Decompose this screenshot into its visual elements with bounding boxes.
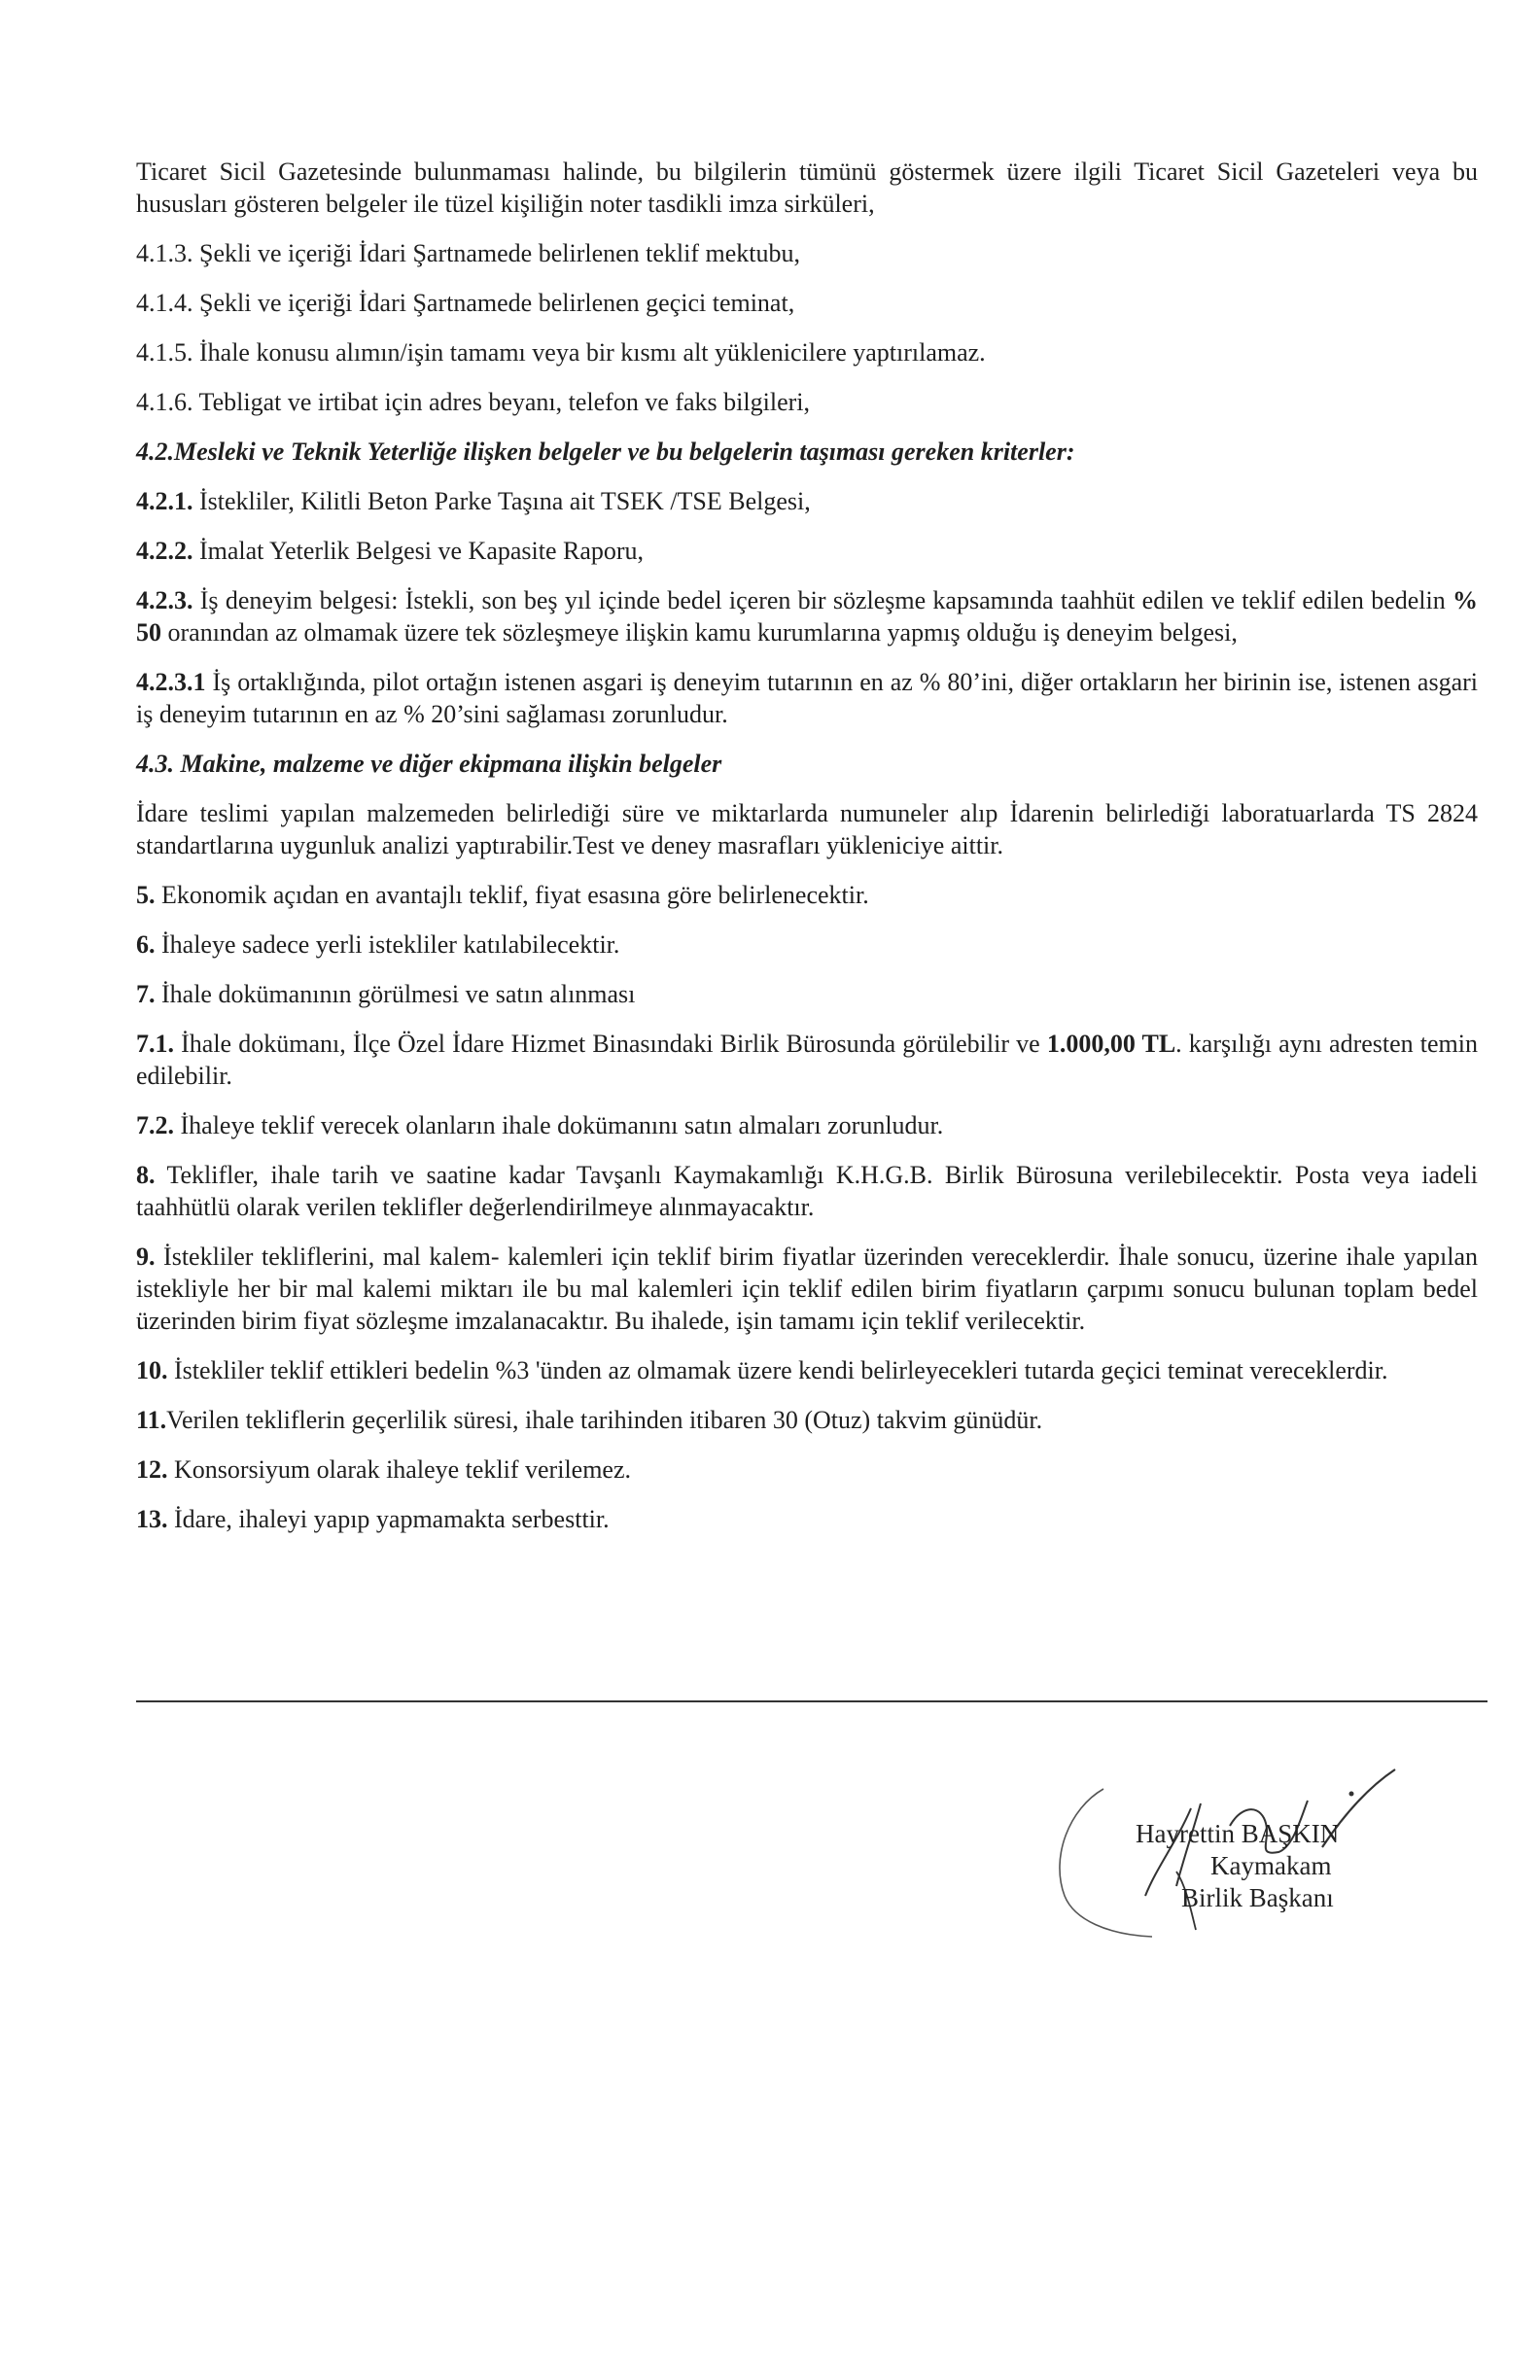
signatory-organization: Birlik Başkanı xyxy=(1181,1883,1334,1912)
item-text: İmalat Yeterlik Belgesi ve Kapasite Raporu, xyxy=(192,537,645,565)
item-text: İhale dokümanı, İlçe Özel İdare Hizmet Binasındaki Birlik Bürosunda görülebilir ve xyxy=(174,1030,1047,1058)
signature-block xyxy=(1031,1750,1478,2003)
item-4-1-4 xyxy=(136,287,1478,319)
item-7 xyxy=(136,978,1478,1010)
item-text: Ekonomik açıdan en avantajlı teklif, fiyat esasına göre belirlenecektir. xyxy=(155,881,869,909)
item-number: 9. xyxy=(136,1242,156,1271)
signatory-name: Hayrettin BAŞKIN xyxy=(1136,1819,1340,1848)
item-text: Konsorsiyum olarak ihaleye teklif verilemez. xyxy=(167,1455,632,1484)
item-number: 4.1.4. xyxy=(136,289,193,317)
item-number: 4.2.1. xyxy=(136,487,193,515)
item-number: 4.1.3. xyxy=(136,239,193,267)
item-4-2-2 xyxy=(136,535,1478,567)
item-4-1-6 xyxy=(136,386,1478,418)
item-text: oranından az olmamak üzere tek sözleşmeye ilişkin kamu kurumlarına yapmış olduğu iş deneyim belgesi, xyxy=(161,618,1238,647)
item-4-2-3 xyxy=(136,584,1478,648)
item-number: 6. xyxy=(136,930,156,959)
intro-paragraph: Ticaret Sicil Gazetesinde bulunmaması halinde, bu bilgilerin tümünü göstermek üzere ilgili Ticaret Sicil Gazeteleri veya bu hususları gösteren belgeler ile tüzel kişiliğin noter tasdikli imza sirküleri, xyxy=(136,158,1478,218)
section-heading-4-3: 4.3. Makine, malzeme ve diğer ekipmana ilişkin belgeler xyxy=(136,750,722,778)
item-4-2-1 xyxy=(136,485,1478,517)
item-number: 5. xyxy=(136,881,156,909)
item-number: 4.2.3. xyxy=(136,586,193,614)
item-text: İhaleye teklif verecek olanların ihale dokümanını satın almaları zorunludur. xyxy=(174,1111,944,1139)
item-4-1-5 xyxy=(136,336,1478,368)
item-text: . karşılığı aynı adresten temin edilebilir. xyxy=(136,1030,1478,1090)
item-text: İhale dokümanının görülmesi ve satın alınması xyxy=(155,980,636,1008)
item-text: İş deneyim belgesi: İstekli, son beş yıl içinde bedel içeren bir sözleşme kapsamında taahhüt edilen ve teklif edilen bedelin xyxy=(192,586,1452,614)
item-number: 4.2.3.1 xyxy=(136,668,206,696)
item-7-2 xyxy=(136,1109,1478,1141)
item-text: İş ortaklığında, pilot ortağın istenen asgari iş deneyim tutarının en az % 80’ini, diğer ortakların her birinin ise, istenen asgari iş deneyim tutarının en az % 20’sini sağlaması zorunludur. xyxy=(136,668,1478,728)
item-number: 11. xyxy=(136,1406,167,1434)
item-text: İdare, ihaleyi yapıp yapmamakta serbesttir. xyxy=(167,1505,610,1533)
item-6 xyxy=(136,928,1478,961)
item-4-1-3 xyxy=(136,237,1478,269)
item-number: 4.1.5. xyxy=(136,338,193,367)
item-number: 8. xyxy=(136,1161,156,1189)
document-body xyxy=(136,156,1478,1553)
item-number: 4.2.2. xyxy=(136,537,193,565)
item-text: Şekli ve içeriği İdari Şartnamede belirlenen teklif mektubu, xyxy=(192,239,801,267)
item-10 xyxy=(136,1354,1478,1386)
item-number: 7.1. xyxy=(136,1030,174,1058)
item-text: İhaleye sadece yerli istekliler katılabilecektir. xyxy=(155,930,620,959)
item-number: 10. xyxy=(136,1356,168,1384)
item-number: 7.2. xyxy=(136,1111,174,1139)
item-text: İhale konusu alımın/işin tamamı veya bir kısmı alt yüklenicilere yaptırılamaz. xyxy=(192,338,986,367)
item-13 xyxy=(136,1503,1478,1535)
item-text: Teklifler, ihale tarih ve saatine kadar Tavşanlı Kaymakamlığı K.H.G.B. Birlik Bürosuna verilebilecektir. Posta veya iadeli taahhütlü olarak verilen teklifler değerlendirilmeye alınmayacaktır. xyxy=(136,1161,1478,1221)
item-9 xyxy=(136,1241,1478,1337)
item-number: 12. xyxy=(136,1455,168,1484)
item-text: İstekliler, Kilitli Beton Parke Taşına ait TSEK /TSE Belgesi, xyxy=(192,487,811,515)
item-4-2-3-1 xyxy=(136,666,1478,730)
price-value: 1.000,00 TL xyxy=(1046,1030,1176,1058)
item-text: Şekli ve içeriği İdari Şartnamede belirlenen geçici teminat, xyxy=(192,289,795,317)
item-11 xyxy=(136,1404,1478,1436)
item-text: Tebligat ve irtibat için adres beyanı, telefon ve faks bilgileri, xyxy=(192,388,810,416)
item-12 xyxy=(136,1453,1478,1486)
item-7-1 xyxy=(136,1028,1478,1092)
item-number: 13. xyxy=(136,1505,168,1533)
divider-line xyxy=(136,1700,1488,1702)
percentage-value: % 50 xyxy=(136,586,1478,647)
item-text: Verilen tekliflerin geçerlilik süresi, ihale tarihinden itibaren 30 (Otuz) takvim günüdür. xyxy=(166,1406,1043,1434)
item-text: İstekliler tekliflerini, mal kalem- kalemleri için teklif birim fiyatlar üzerinden vereceklerdir. İhale sonucu, üzerine ihale yapılan istekliyle her bir mal kalemi miktarı ile bu mal kalemleri için teklif edilen birim fiyatların çarpımı sonucu bulunan toplam bedel üzerinden birim fiyat sözleşme imzalanacaktır. Bu ihalede, işin tamamı için teklif verilecektir. xyxy=(136,1242,1478,1335)
section-heading-4-2: 4.2.Mesleki ve Teknik Yeterliğe ilişken belgeler ve bu belgelerin taşıması gereken kriterler: xyxy=(136,438,1075,466)
item-8 xyxy=(136,1159,1478,1223)
item-5 xyxy=(136,879,1478,911)
item-number: 7. xyxy=(136,980,156,1008)
item-text: İstekliler teklif ettikleri bedelin %3 'ünden az olmamak üzere kendi belirleyecekleri tutarda geçici teminat vereceklerdir. xyxy=(167,1356,1388,1384)
paragraph-4-3: İdare teslimi yapılan malzemeden belirlediği süre ve miktarlarda numuneler alıp İdarenin belirlediği laboratuarlarda TS 2824 standartlarına uygunluk analizi yaptırabilir.Test ve deney masrafları yükleniciye aittir. xyxy=(136,799,1478,859)
signatory-title: Kaymakam xyxy=(1210,1851,1332,1880)
item-number: 4.1.6. xyxy=(136,388,193,416)
